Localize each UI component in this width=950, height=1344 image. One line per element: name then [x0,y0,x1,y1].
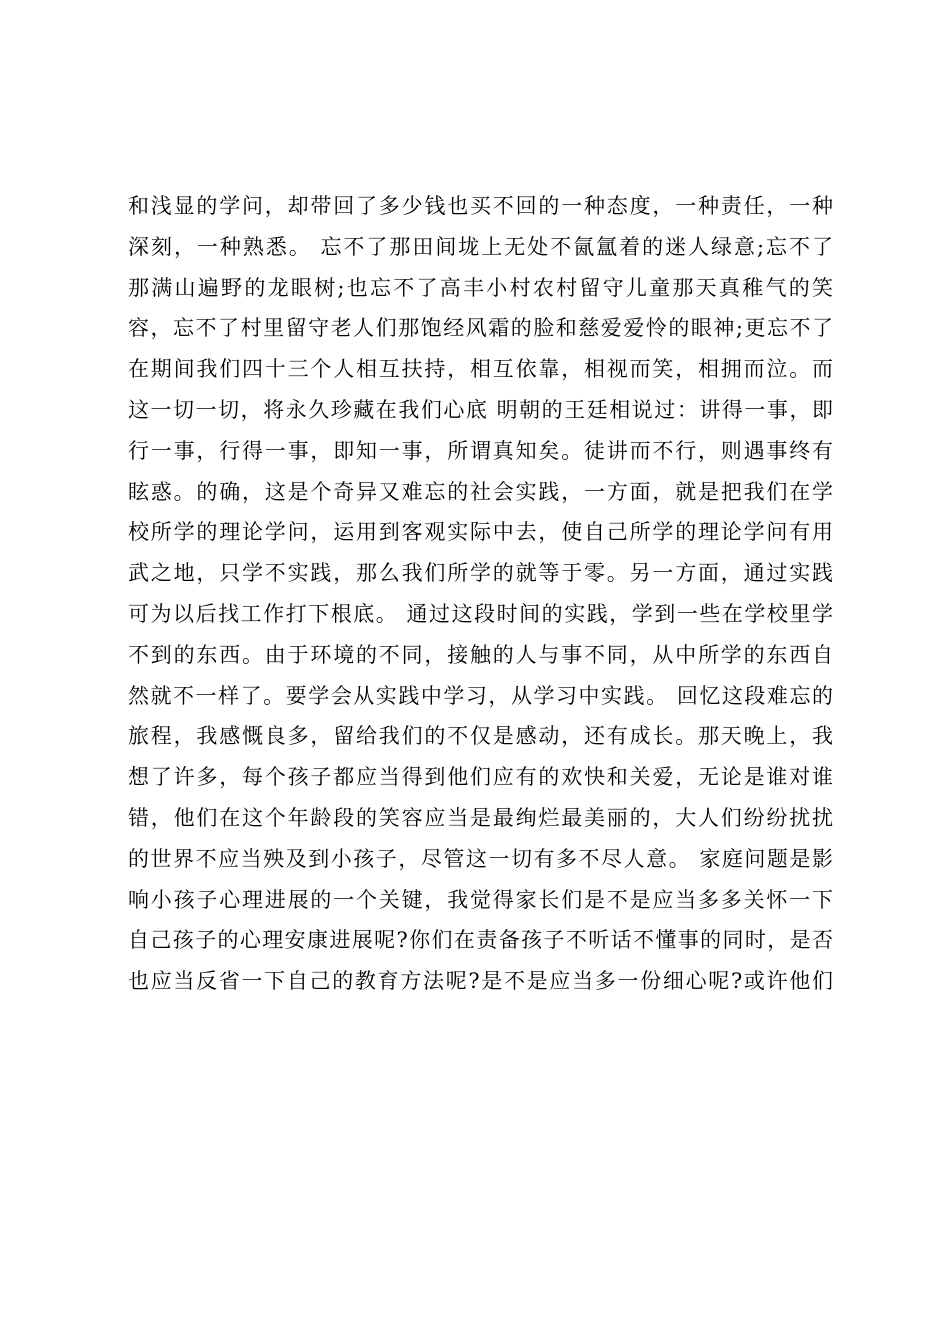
text-line: 不到的东西。由于环境的不同，接触的人与事不同，从中所学的东西自 [128,642,833,667]
text-line: 响小孩子心理进展的一个关键，我觉得家长们是不是应当多多关怀一下 [128,887,833,912]
text-line: 然就不一样了。要学会从实践中学习，从学习中实践。 回忆这段难忘的 [128,683,833,708]
text-line: 旅程，我感慨良多，留给我们的不仅是感动，还有成长。那天晚上，我 [128,724,833,749]
text-line: 也应当反省一下自己的教育方法呢?是不是应当多一份细心呢?或许他们 [128,969,833,994]
text-line: 眩惑。的确，这是个奇异又难忘的社会实践，一方面，就是把我们在学 [128,479,833,504]
text-line: 行一事，行得一事，即知一事，所谓真知矣。徒讲而不行，则遇事终有 [128,438,833,463]
text-line: 容，忘不了村里留守老人们那饱经风霜的脸和慈爱爱怜的眼神;更忘不了 [128,316,833,341]
body-text [128,186,833,1002]
text-line: 那满山遍野的龙眼树;也忘不了高丰小村农村留守儿童那天真稚气的笑 [128,275,833,300]
text-line: 深刻，一种熟悉。 忘不了那田间垅上无处不氤氲着的迷人绿意;忘不了 [128,234,833,259]
text-line: 想了许多，每个孩子都应当得到他们应有的欢快和关爱，无论是谁对谁 [128,765,833,790]
text-line: 错，他们在这个年龄段的笑容应当是最绚烂最美丽的，大人们纷纷扰扰 [128,805,833,830]
text-line: 校所学的理论学问，运用到客观实际中去，使自己所学的理论学问有用 [128,520,833,545]
text-line: 自己孩子的心理安康进展呢?你们在责备孩子不听话不懂事的同时，是否 [128,928,833,953]
text-line: 武之地，只学不实践，那么我们所学的就等于零。另一方面，通过实践 [128,561,833,586]
text-line: 的世界不应当殃及到小孩子，尽管这一切有多不尽人意。 家庭问题是影 [128,846,833,871]
text-line: 在期间我们四十三个人相互扶持，相互依靠，相视而笑，相拥而泣。而 [128,357,833,382]
text-line: 可为以后找工作打下根底。 通过这段时间的实践，学到一些在学校里学 [128,601,833,626]
text-line: 和浅显的学问，却带回了多少钱也买不回的一种态度，一种责任，一种 [128,194,833,218]
text-line: 这一切一切，将永久珍藏在我们心底 明朝的王廷相说过：讲得一事，即 [128,397,833,422]
